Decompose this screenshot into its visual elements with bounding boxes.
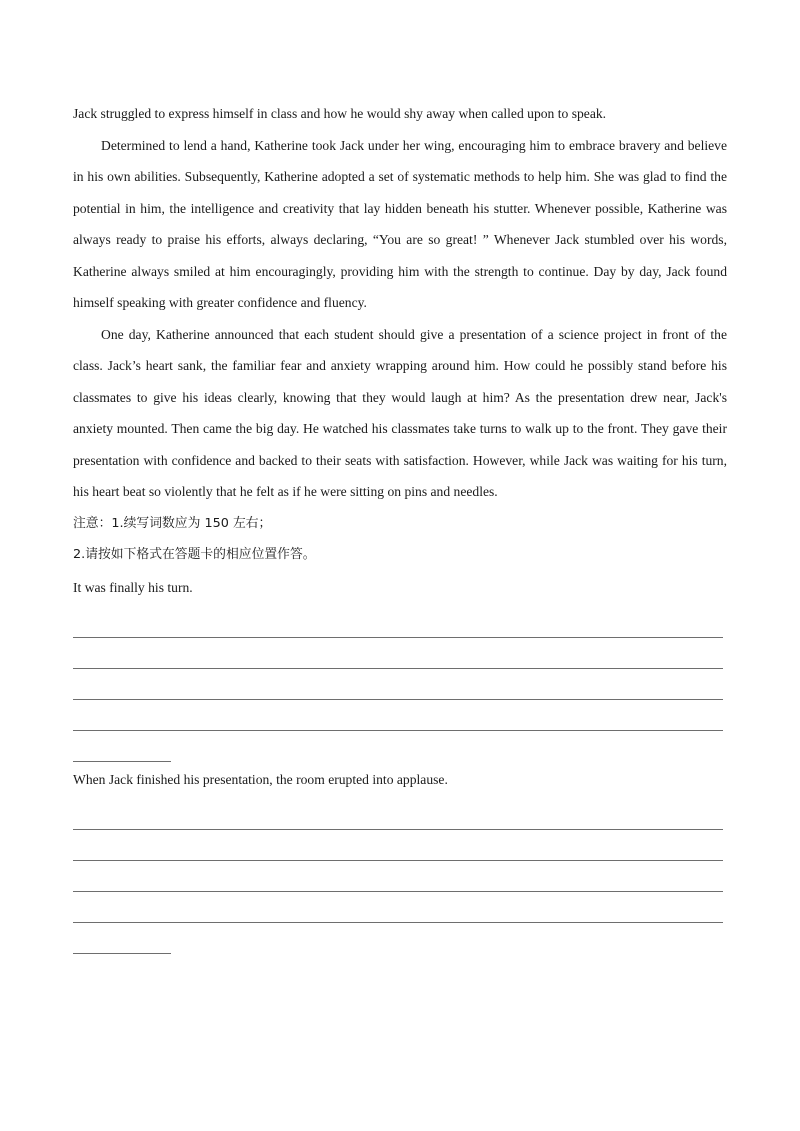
answer-line-short[interactable] (73, 923, 171, 954)
answer-line[interactable] (73, 700, 723, 731)
starter-sentence-2: When Jack finished his presentation, the room erupted into applause. (73, 771, 448, 787)
answer-lines-1 (73, 607, 727, 762)
answer-line[interactable] (73, 892, 723, 923)
paragraph-3: One day, Katherine announced that each student should give a presentation of a science project in front of the class. Jack’s heart sank, the familiar fear and anxiety wrapping around him. How could he possibly stand before his classmates to give his ideas clearly, knowing that they would laugh at him? As the presentation drew near, Jack's anxiety mounted. Then came the big day. He watched his classmates take turns to walk up to the front. They gave their presentation with confidence and backed to their seats with satisfaction. However, while Jack was waiting for his turn, his heart beat so violently that he felt as if he were sitting on pins and needles. (73, 326, 727, 499)
answer-line[interactable] (73, 830, 723, 861)
answer-line[interactable] (73, 799, 723, 830)
starter-sentence-1: It was finally his turn. (73, 579, 193, 595)
answer-line[interactable] (73, 638, 723, 669)
answer-line[interactable] (73, 861, 723, 892)
answer-line-short[interactable] (73, 731, 171, 762)
paragraph-2: Determined to lend a hand, Katherine took Jack under her wing, encouraging him to embrace bravery and believe in his own abilities. Subsequently, Katherine adopted a set of systematic methods to help him. She was glad to find the potential in him, the intelligence and creativity that lay hidden beneath his stutter. Whenever possible, Katherine was always ready to praise his efforts, always declaring, “You are so great! ” Whenever Jack stumbled over his words, Katherine always smiled at him encouragingly, providing him with the strength to continue. Day by day, Jack found himself speaking with greater confidence and fluency. (73, 137, 727, 310)
answer-line[interactable] (73, 669, 723, 700)
paragraph-1: Jack struggled to express himself in class and how he would shy away when called upon to speak. (73, 106, 607, 121)
note-word-count: 注意：1.续写词数应为 150 左右； (73, 515, 272, 531)
document-content (73, 98, 727, 954)
note-answer-format: 2.请按如下格式在答题卡的相应位置作答。 (73, 546, 316, 562)
answer-lines-2 (73, 799, 727, 954)
answer-line[interactable] (73, 607, 723, 638)
